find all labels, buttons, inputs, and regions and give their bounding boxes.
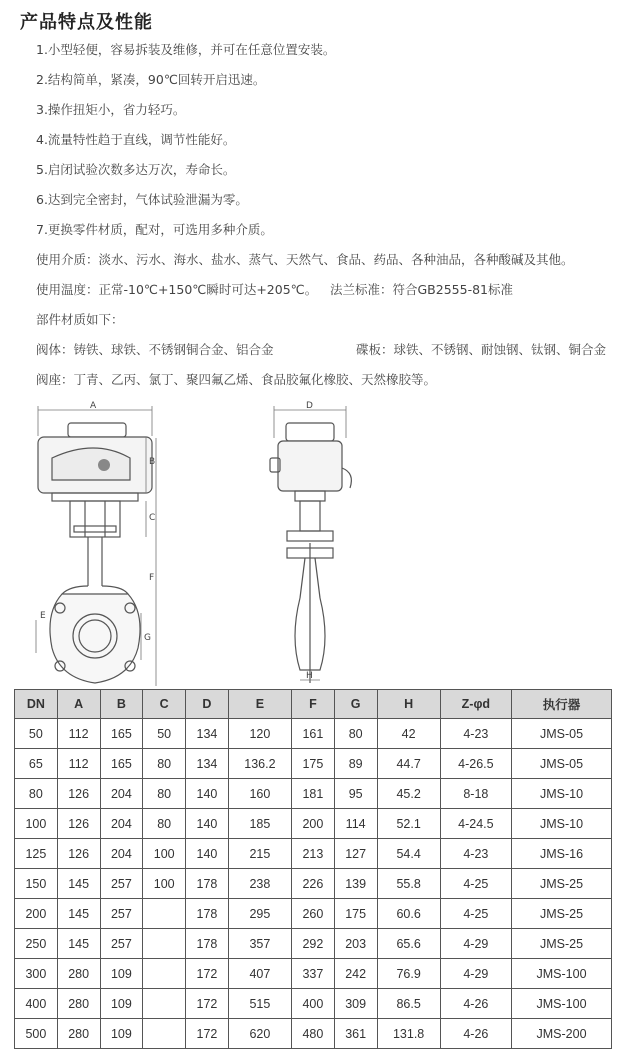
table-cell: 178 bbox=[186, 899, 229, 929]
table-cell: 309 bbox=[334, 989, 377, 1019]
table-cell: 213 bbox=[292, 839, 335, 869]
table-cell: 203 bbox=[334, 929, 377, 959]
table-cell: 60.6 bbox=[377, 899, 440, 929]
table-cell: 140 bbox=[186, 839, 229, 869]
feature-7: 7.更换零件材质，配对，可选用多种介质。 bbox=[36, 222, 273, 237]
actuator-side-view bbox=[270, 423, 351, 501]
table-cell: 100 bbox=[143, 839, 186, 869]
table-row bbox=[15, 1019, 612, 1049]
table-cell: 175 bbox=[334, 899, 377, 929]
table-cell: 109 bbox=[100, 959, 143, 989]
table-cell: 295 bbox=[228, 899, 291, 929]
valve-neck-front-view bbox=[62, 537, 128, 594]
table-row bbox=[15, 989, 612, 1019]
table-cell: 86.5 bbox=[377, 989, 440, 1019]
table-cell: 200 bbox=[15, 899, 58, 929]
table-cell: 204 bbox=[100, 839, 143, 869]
table-cell: 45.2 bbox=[377, 779, 440, 809]
table-cell: 200 bbox=[292, 809, 335, 839]
table-row bbox=[15, 869, 612, 899]
table-cell: 134 bbox=[186, 749, 229, 779]
table-cell: 112 bbox=[57, 719, 100, 749]
table-cell: 145 bbox=[57, 869, 100, 899]
table-row bbox=[15, 809, 612, 839]
table-cell: 131.8 bbox=[377, 1019, 440, 1049]
table-cell: JMS-25 bbox=[512, 929, 612, 959]
actuator-front-view bbox=[38, 423, 152, 501]
table-cell: 400 bbox=[15, 989, 58, 1019]
table-row bbox=[15, 719, 612, 749]
table-cell: 114 bbox=[334, 809, 377, 839]
table-cell: 4-24.5 bbox=[440, 809, 511, 839]
table-cell: 126 bbox=[57, 839, 100, 869]
table-header-row bbox=[15, 690, 612, 719]
table-cell: JMS-200 bbox=[512, 1019, 612, 1049]
page-title: 产品特点及性能 bbox=[20, 12, 153, 33]
media-line: 使用介质：淡水、污水、海水、盐水、蒸气、天然气、食品、药品、各种油品，各种酸碱及其他。 bbox=[36, 252, 574, 267]
table-cell: 480 bbox=[292, 1019, 335, 1049]
table-cell: 300 bbox=[15, 959, 58, 989]
table-cell: 127 bbox=[334, 839, 377, 869]
table-cell: 140 bbox=[186, 809, 229, 839]
table-cell bbox=[143, 1019, 186, 1049]
table-row bbox=[15, 959, 612, 989]
table-cell: JMS-25 bbox=[512, 899, 612, 929]
label-C: C bbox=[149, 513, 156, 523]
table-cell: 50 bbox=[143, 719, 186, 749]
table-cell: 257 bbox=[100, 899, 143, 929]
table-cell: 139 bbox=[334, 869, 377, 899]
col-f: F bbox=[292, 690, 335, 719]
body-material-line: 阀体：铸铁、球铁、不锈钢铜合金、铝合金 bbox=[36, 342, 274, 357]
table-cell bbox=[143, 989, 186, 1019]
label-D: D bbox=[306, 401, 313, 411]
seat-material-line: 阀座：丁青、乙丙、氯丁、聚四氟乙烯、食品胶氟化橡胶、天然橡胶等。 bbox=[36, 372, 437, 387]
table-cell: 44.7 bbox=[377, 749, 440, 779]
temperature-line: 使用温度：正常-10℃+150℃瞬时可达+205℃。 bbox=[36, 282, 318, 297]
table-cell: 257 bbox=[100, 929, 143, 959]
table-cell: JMS-100 bbox=[512, 959, 612, 989]
label-B: B bbox=[149, 457, 156, 467]
col-z-phi-d: Z-φd bbox=[440, 690, 511, 719]
table-cell: 204 bbox=[100, 809, 143, 839]
table-cell: 4-25 bbox=[440, 869, 511, 899]
table-cell: 4-23 bbox=[440, 719, 511, 749]
table-cell bbox=[143, 959, 186, 989]
table-cell: 357 bbox=[228, 929, 291, 959]
table-row bbox=[15, 929, 612, 959]
table-cell: 80 bbox=[334, 719, 377, 749]
col-d: D bbox=[186, 690, 229, 719]
table-cell: 257 bbox=[100, 869, 143, 899]
table-cell: 260 bbox=[292, 899, 335, 929]
col-dn: DN bbox=[15, 690, 58, 719]
table-cell: 65.6 bbox=[377, 929, 440, 959]
feature-1: 1.小型轻便，容易拆装及维修，并可在任意位置安装。 bbox=[36, 42, 336, 57]
table-row bbox=[15, 839, 612, 869]
table-cell: 80 bbox=[143, 809, 186, 839]
valve-side-view bbox=[287, 501, 333, 683]
table-cell: 204 bbox=[100, 779, 143, 809]
table-cell: 100 bbox=[143, 869, 186, 899]
label-E: E bbox=[40, 611, 46, 621]
table-cell: 76.9 bbox=[377, 959, 440, 989]
table-cell: 515 bbox=[228, 989, 291, 1019]
table-cell: 215 bbox=[228, 839, 291, 869]
feature-5: 5.启闭试验次数多达万次，寿命长。 bbox=[36, 162, 236, 177]
flange-standard-line: 法兰标准：符合GB2555-81标准 bbox=[330, 282, 513, 297]
table-cell: 361 bbox=[334, 1019, 377, 1049]
label-F: F bbox=[149, 573, 155, 583]
table-cell: 161 bbox=[292, 719, 335, 749]
table-cell: 160 bbox=[228, 779, 291, 809]
table-cell: 4-23 bbox=[440, 839, 511, 869]
table-cell bbox=[143, 899, 186, 929]
table-cell: JMS-16 bbox=[512, 839, 612, 869]
table-cell: 337 bbox=[292, 959, 335, 989]
col-c: C bbox=[143, 690, 186, 719]
table-cell: 292 bbox=[292, 929, 335, 959]
table-cell: 126 bbox=[57, 809, 100, 839]
table-row bbox=[15, 749, 612, 779]
table-cell: 250 bbox=[15, 929, 58, 959]
table-cell: 109 bbox=[100, 989, 143, 1019]
table-cell: 280 bbox=[57, 989, 100, 1019]
col-b: B bbox=[100, 690, 143, 719]
table-cell: 120 bbox=[228, 719, 291, 749]
table-cell: 150 bbox=[15, 869, 58, 899]
valve-technical-drawing bbox=[0, 398, 619, 688]
table-cell: 226 bbox=[292, 869, 335, 899]
label-H: H bbox=[306, 671, 313, 681]
label-A: A bbox=[90, 401, 97, 411]
label-G: G bbox=[144, 633, 151, 643]
table-cell: 8-18 bbox=[440, 779, 511, 809]
table-cell: JMS-05 bbox=[512, 719, 612, 749]
table-cell: 126 bbox=[57, 779, 100, 809]
table-cell: 145 bbox=[57, 929, 100, 959]
table-cell: 50 bbox=[15, 719, 58, 749]
table-cell: 134 bbox=[186, 719, 229, 749]
dimension-table bbox=[14, 689, 612, 1049]
table-cell: 172 bbox=[186, 989, 229, 1019]
table-cell: 80 bbox=[143, 779, 186, 809]
feature-2: 2.结构简单，紧凑，90℃回转开启迅速。 bbox=[36, 72, 266, 87]
table-cell: 280 bbox=[57, 959, 100, 989]
table-cell: 172 bbox=[186, 1019, 229, 1049]
table-cell: 165 bbox=[100, 719, 143, 749]
table-cell: 4-26 bbox=[440, 989, 511, 1019]
table-cell: 242 bbox=[334, 959, 377, 989]
col-h: H bbox=[377, 690, 440, 719]
table-cell: 185 bbox=[228, 809, 291, 839]
table-cell: 172 bbox=[186, 959, 229, 989]
table-cell: 80 bbox=[15, 779, 58, 809]
materials-heading: 部件材质如下： bbox=[36, 312, 124, 327]
table-cell: 65 bbox=[15, 749, 58, 779]
table-cell: 52.1 bbox=[377, 809, 440, 839]
col-g: G bbox=[334, 690, 377, 719]
table-cell: 80 bbox=[143, 749, 186, 779]
valve-body-front-view bbox=[50, 594, 140, 683]
bracket-front-view bbox=[70, 501, 120, 537]
table-cell: 4-29 bbox=[440, 959, 511, 989]
table-cell: 238 bbox=[228, 869, 291, 899]
table-cell: 54.4 bbox=[377, 839, 440, 869]
feature-4: 4.流量特性趋于直线，调节性能好。 bbox=[36, 132, 236, 147]
table-cell: 42 bbox=[377, 719, 440, 749]
table-cell: 89 bbox=[334, 749, 377, 779]
table-cell bbox=[143, 929, 186, 959]
table-cell: 620 bbox=[228, 1019, 291, 1049]
table-cell: 140 bbox=[186, 779, 229, 809]
table-cell: 109 bbox=[100, 1019, 143, 1049]
table-cell: 95 bbox=[334, 779, 377, 809]
table-cell: 280 bbox=[57, 1019, 100, 1049]
table-cell: 55.8 bbox=[377, 869, 440, 899]
table-cell: JMS-100 bbox=[512, 989, 612, 1019]
table-cell: 4-26 bbox=[440, 1019, 511, 1049]
table-cell: 4-26.5 bbox=[440, 749, 511, 779]
table-cell: 100 bbox=[15, 809, 58, 839]
table-cell: 145 bbox=[57, 899, 100, 929]
table-cell: 178 bbox=[186, 869, 229, 899]
table-cell: 181 bbox=[292, 779, 335, 809]
feature-6: 6.达到完全密封，气体试验泄漏为零。 bbox=[36, 192, 248, 207]
table-cell: 407 bbox=[228, 959, 291, 989]
col-e: E bbox=[228, 690, 291, 719]
col-a: A bbox=[57, 690, 100, 719]
table-cell: 4-29 bbox=[440, 929, 511, 959]
table-cell: 500 bbox=[15, 1019, 58, 1049]
table-cell: 178 bbox=[186, 929, 229, 959]
table-cell: 125 bbox=[15, 839, 58, 869]
table-row bbox=[15, 899, 612, 929]
table-cell: JMS-10 bbox=[512, 779, 612, 809]
table-cell: JMS-10 bbox=[512, 809, 612, 839]
table-cell: 136.2 bbox=[228, 749, 291, 779]
table-cell: 165 bbox=[100, 749, 143, 779]
table-cell: 175 bbox=[292, 749, 335, 779]
table-cell: 112 bbox=[57, 749, 100, 779]
disc-material-line: 碟板：球铁、不锈钢、耐蚀钢、钛钢、铜合金 bbox=[356, 342, 607, 357]
table-row bbox=[15, 779, 612, 809]
feature-3: 3.操作扭矩小，省力轻巧。 bbox=[36, 102, 186, 117]
col-actuator: 执行器 bbox=[512, 690, 612, 719]
table-cell: JMS-25 bbox=[512, 869, 612, 899]
table-cell: 400 bbox=[292, 989, 335, 1019]
table-cell: 4-25 bbox=[440, 899, 511, 929]
table-cell: JMS-05 bbox=[512, 749, 612, 779]
